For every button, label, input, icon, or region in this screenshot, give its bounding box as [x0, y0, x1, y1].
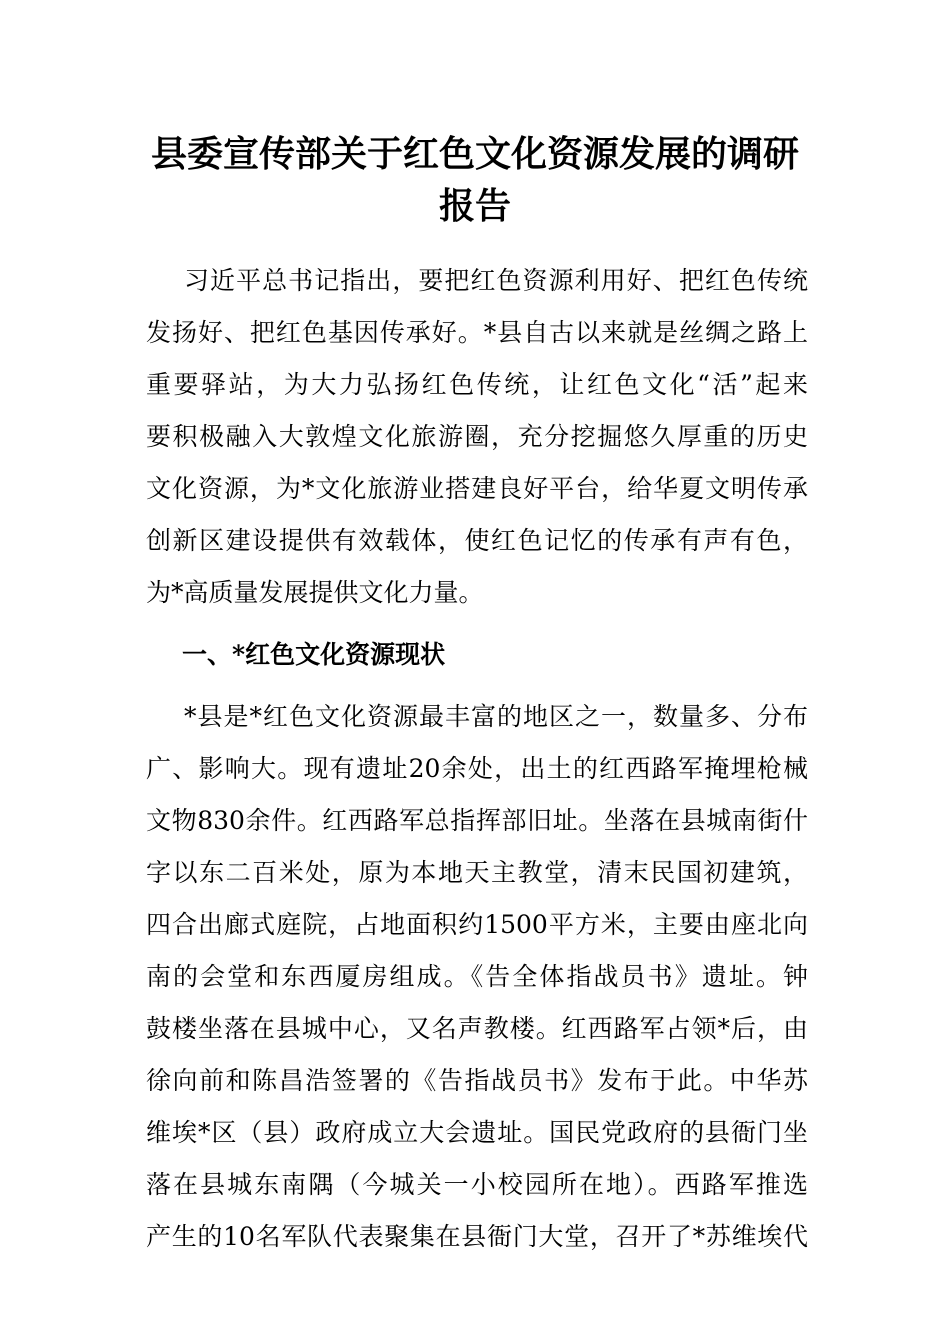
paragraph-line: 维埃*区（县）政府成立大会遗址。国民党政府的县衙门坐 — [146, 1118, 808, 1147]
paragraph-line: 落在县城东南隅（今城关一小校园所在地）。西路军推选 — [146, 1170, 808, 1199]
paragraph-line: 四合出廊式庭院，占地面积约1500平方米，主要由座北向 — [146, 910, 808, 939]
paragraph-status — [146, 691, 808, 1263]
title-line-2: 报告 — [438, 185, 511, 227]
paragraph-line: 广、影响大。现有遗址20余处，出土的红西路军掩埋枪械 — [146, 754, 808, 783]
paragraph-line: 字以东二百米处，原为本地天主教堂，清末民国初建筑， — [146, 858, 808, 887]
paragraph-line: 南的会堂和东西厦房组成。《告全体指战员书》遗址。钟 — [146, 962, 808, 991]
title-line-1: 县委宣传部关于红色文化资源发展的调研 — [150, 133, 799, 175]
paragraph-intro — [146, 255, 808, 619]
document-body — [146, 255, 808, 1263]
paragraph-line: 发扬好、把红色基因传承好。*县自古以来就是丝绸之路上 — [146, 318, 808, 347]
paragraph-line: 鼓楼坐落在县城中心，又名声教楼。红西路军占领*后，由 — [146, 1014, 808, 1043]
paragraph-line: 习近平总书记指出，要把红色资源利用好、把红色传统 — [184, 266, 808, 295]
paragraph-line: *县是*红色文化资源最丰富的地区之一，数量多、分布 — [184, 702, 808, 731]
section-heading: 一、*红色文化资源现状 — [182, 640, 446, 669]
paragraph-line: 徐向前和陈昌浩签署的《告指战员书》发布于此。中华苏 — [146, 1066, 808, 1095]
document-title — [120, 128, 830, 232]
paragraph-line: 创新区建设提供有效载体，使红色记忆的传承有声有色， — [146, 526, 808, 555]
paragraph-line: 产生的10名军队代表聚集在县衙门大堂，召开了*苏维埃代 — [146, 1222, 808, 1251]
paragraph-line: 文化资源，为*文化旅游业搭建良好平台，给华夏文明传承 — [146, 474, 808, 503]
paragraph-line: 为*高质量发展提供文化力量。 — [146, 578, 484, 607]
paragraph-line: 要积极融入大敦煌文化旅游圈，充分挖掘悠久厚重的历史 — [146, 422, 808, 451]
paragraph-line: 文物830余件。红西路军总指挥部旧址。坐落在县城南街什 — [146, 806, 808, 835]
paragraph-line: 重要驿站，为大力弘扬红色传统，让红色文化“活”起来 — [146, 370, 808, 399]
